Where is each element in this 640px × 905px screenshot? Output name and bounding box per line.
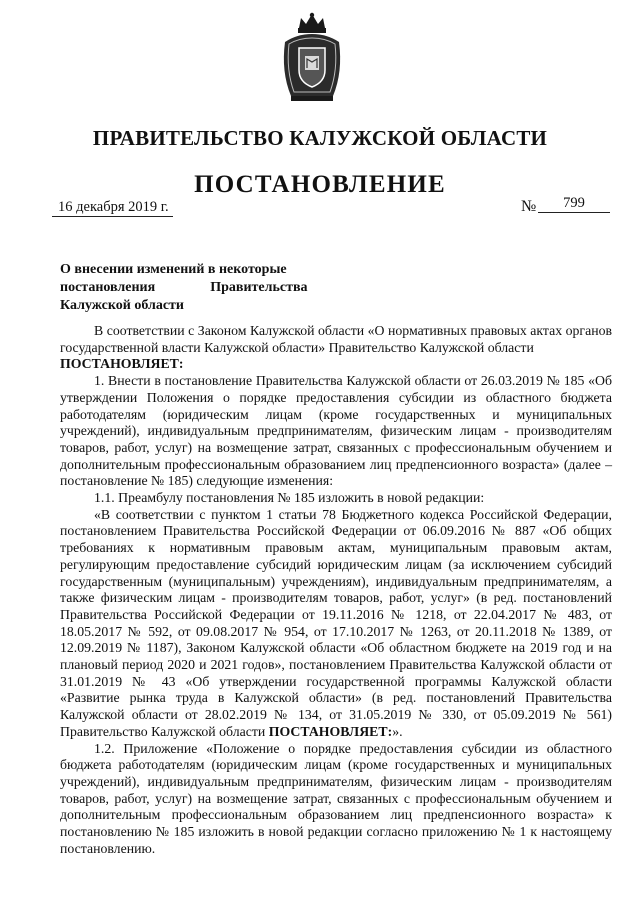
subject-word: Правительства <box>210 280 308 295</box>
subject-line <box>60 279 320 297</box>
government-title: ПРАВИТЕЛЬСТВО КАЛУЖСКОЙ ОБЛАСТИ <box>92 126 548 150</box>
item-1-2-paragraph: 1.2. Приложение «Положение о порядке предоставления субсидии из областного бюджета работодателям (юридическим лицам (кроме государственных и муниципальных учреждений), индивидуальным предпринимателям, физическим лицам - производителям товаров, работ, услуг) на возмещение затрат, связанных с профессиональным обучением и дополнительным профессиональным образованием лиц предпенсионного возраста» к постановлению № 185 изложить в новой редакции согласно приложению № 1 к настоящему постановлению. <box>60 740 612 856</box>
preamble-paragraph <box>60 323 612 356</box>
document-type-title: ПОСТАНОВЛЕНИЕ <box>194 171 446 198</box>
quote-end: ». <box>392 723 403 739</box>
item-1-paragraph: 1. Внести в постановление Правительства Калужской области от 26.03.2019 № 185 «Об утверждении Положения о порядке предоставления субсидии из областного бюджета работодателям (юридическим лицам (кроме государственных и муниципальных учреждений), индивидуальным предпринимателям, физическим лицам - производителям товаров, работ, услуг) на возмещение затрат, связанных с профессиональным обучением и дополнительным профессиональным образованием лиц предпенсионного возраста» (далее – постановление № 185) следующие изменения: <box>60 373 612 489</box>
number-label: № <box>521 198 537 215</box>
quoted-preamble-paragraph <box>60 507 612 741</box>
document-subject <box>60 261 320 315</box>
document-date: 16 декабря 2019 г. <box>52 199 173 217</box>
subject-word: постановления <box>60 280 156 295</box>
subject-line: Калужской области <box>60 298 184 313</box>
preamble-text: В соответствии с Законом Калужской области «О нормативных правовых актах органов государственной власти Калужской области» Правительство Калужской области <box>60 323 612 355</box>
quoted-preamble-text: «В соответствии с пунктом 1 статьи 78 Бюджетного кодекса Российской Федерации, постановлением Правительства Российской Федерации от 06.09.2016 № 887 «Об общих требованиях к нормативным правовым актам, муниципальным правовым актам, регулирующим предоставление субсидий юридическим лицам (за исключением субсидий государственным (муниципальным) учреждениям), индивидуальным предпринимателям, а также физическим лицам - производителям товаров, работ, услуг» (в ред. постановлений Правительства Российской Федерации от 19.11.2016 № 1218, от 22.04.2017 № 483, от 18.05.2017 № 592, от 09.08.2017 № 954, от 17.10.2017 № 1263, от 20.11.2018 № 1389, от 12.09.2019 № 1187), Законом Калужской области «Об областном бюджете на 2019 год и на плановый период 2020 и 2021 годов», постановлением Правительства Калужской области от 31.01.2019 № 43 «Об утверждении государственной программы Калужской области «Развитие рынка труда в Калужской области» (в ред. постановлений Правительства Калужской области от 28.02.2019 № 134, от 31.05.2019 № 330, от 05.09.2019 № 561) Правительство Калужской области <box>60 506 612 739</box>
coat-of-arms-emblem <box>277 12 347 104</box>
resolves-paragraph <box>60 356 612 373</box>
subject-line: О внесении изменений в некоторые <box>60 262 287 277</box>
resolves-word: ПОСТАНОВЛЯЕТ: <box>60 356 184 372</box>
item-1-1-paragraph: 1.1. Преамбулу постановления № 185 изложить в новой редакции: <box>94 490 485 506</box>
quoted-resolves-word: ПОСТАНОВЛЯЕТ: <box>268 723 393 739</box>
document-number: 799 <box>538 195 610 213</box>
document-body <box>60 323 612 858</box>
